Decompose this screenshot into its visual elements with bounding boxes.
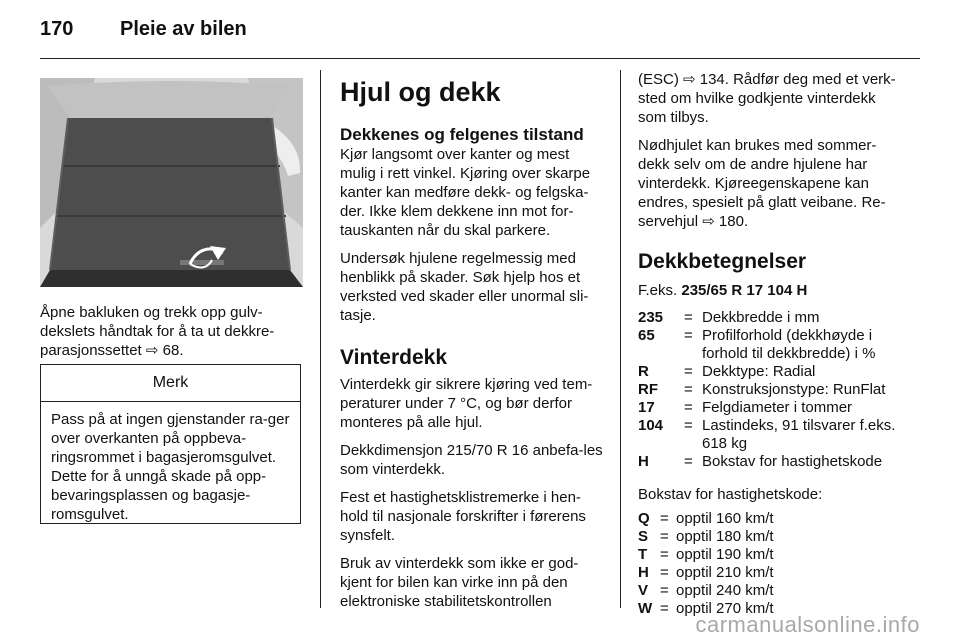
designation-row <box>638 453 902 471</box>
note-title: Merk <box>41 365 300 402</box>
paragraph: Nødhjulet kan brukes med sommer-dekk selv om de andre hjulene har vinterdekk. Kjøreegenskapene kan endres, spesielt på glatt veibane. Re-servehjul ⇨ 180. <box>638 137 886 230</box>
designation-row-value: Felgdiameter i tommer <box>702 399 853 416</box>
designation-row <box>638 381 902 399</box>
right-column <box>638 70 902 618</box>
equals-sign: = <box>684 309 693 326</box>
designation-row <box>638 399 902 417</box>
speed-row-key: W <box>638 600 653 617</box>
designation-row-key: 104 <box>638 417 664 434</box>
designation-row-key: 65 <box>638 327 655 344</box>
page-number: 170 <box>40 18 74 40</box>
designation-row <box>638 417 902 453</box>
designation-row-key: R <box>638 363 649 380</box>
example-code: 235/65 R 17 104 H <box>681 282 808 299</box>
note-box <box>40 364 301 524</box>
speed-row-value: opptil 190 km/t <box>676 546 774 563</box>
speed-row <box>638 510 902 528</box>
equals-sign: = <box>660 510 669 527</box>
speed-row-value: opptil 210 km/t <box>676 564 774 581</box>
equals-sign: = <box>684 381 693 398</box>
designation-row <box>638 309 902 327</box>
designation-example <box>638 281 902 300</box>
trunk-floor-photo <box>40 78 303 287</box>
speed-table <box>638 510 902 618</box>
equals-sign: = <box>660 564 669 581</box>
section-title-wheels: Hjul og dekk <box>340 77 501 107</box>
paragraph: Vinterdekk gir sikrere kjøring ved tem-peraturer under 7 °C, og bør derfor monteres på alle hjul. <box>340 376 593 431</box>
speed-row <box>638 528 902 546</box>
designation-row-value: Konstruksjonstype: RunFlat <box>702 381 886 398</box>
speed-row <box>638 546 902 564</box>
photo-caption: Åpne bakluken og trekk opp gulv-dekslets håndtak for å ta ut dekkre-parasjonssettet ⇨ 68. <box>40 304 275 359</box>
designation-row-key: RF <box>638 381 658 398</box>
equals-sign: = <box>684 363 693 380</box>
designation-row-value: Lastindeks, 91 tilsvarer f.eks. 618 kg <box>702 417 896 452</box>
column-divider-1 <box>320 70 321 608</box>
paragraph: Fest et hastighetsklistremerke i hen-hold til nasjonale forskrifter i førerens synsfelt. <box>340 489 586 544</box>
speed-row <box>638 582 902 600</box>
equals-sign: = <box>660 528 669 545</box>
paragraph: (ESC) ⇨ 134. Rådfør deg med et verk-sted om hvilke godkjente vinterdekk som tilbys. <box>638 71 896 126</box>
speed-row-key: V <box>638 582 649 599</box>
designation-row-key: H <box>638 453 649 470</box>
speed-row <box>638 564 902 582</box>
designation-row-key: 235 <box>638 309 664 326</box>
equals-sign: = <box>684 327 693 344</box>
designation-table <box>638 309 902 471</box>
speed-row-value: opptil 240 km/t <box>676 582 774 599</box>
designation-row <box>638 327 902 363</box>
speed-row-key: S <box>638 528 649 545</box>
equals-sign: = <box>660 600 669 617</box>
paragraph: Undersøk hjulene regelmessig med henblikk på skader. Søk hjelp hos et verksted ved skader eller unormal sli-tasje. <box>340 250 589 324</box>
designation-row-value: Dekktype: Radial <box>702 363 816 380</box>
designation-row-key: 17 <box>638 399 655 416</box>
page-title: Pleie av bilen <box>120 18 247 40</box>
equals-sign: = <box>660 582 669 599</box>
header-rule <box>40 58 920 59</box>
subheading-condition: Dekkenes og felgenes tilstand <box>340 125 584 144</box>
designation-row-value: Profilforhold (dekkhøyde i forhold til dekkbredde) i % <box>702 327 876 362</box>
speed-row-key: H <box>638 564 649 581</box>
middle-column <box>340 70 604 620</box>
equals-sign: = <box>684 453 693 470</box>
paragraph: Bruk av vinterdekk som ikke er god-kjent for bilen kan virke inn på den elektroniske stabilitetskontrollen <box>340 555 579 610</box>
designation-row-value: Bokstav for hastighetskode <box>702 453 883 470</box>
example-prefix: F.eks. <box>638 282 678 299</box>
speed-row-key: T <box>638 546 648 563</box>
section-title-designations: Dekkbetegnelser <box>638 250 807 273</box>
speed-row-key: Q <box>638 510 650 527</box>
section-title-winter: Vinterdekk <box>340 346 447 369</box>
designation-row <box>638 363 902 381</box>
paragraph: Dekkdimensjon 215/70 R 16 anbefa-les som vinterdekk. <box>340 442 603 478</box>
equals-sign: = <box>684 417 693 434</box>
watermark: carmanualsonline.info <box>695 612 920 637</box>
speed-intro: Bokstav for hastighetskode: <box>638 486 823 503</box>
designation-row-value: Dekkbredde i mm <box>702 309 820 326</box>
speed-row-value: opptil 160 km/t <box>676 510 774 527</box>
speed-row-value: opptil 180 km/t <box>676 528 774 545</box>
paragraph: Kjør langsomt over kanter og mest mulig i rett vinkel. Kjøring over skarpe kanter kan medføre dekk- og felgska-der. Ikke klem dekkene inn mot for-tauskanten når du skal parkere. <box>340 146 591 239</box>
equals-sign: = <box>660 546 669 563</box>
column-divider-2 <box>620 70 621 608</box>
note-text: Pass på at ingen gjenstander ra-ger over overkanten på oppbeva-ringsrommet i bagasjeromsgulvet. Dette for å unngå skade på opp-bevaringsplassen og bagasje-romsgulvet. <box>51 411 290 523</box>
equals-sign: = <box>684 399 693 416</box>
speed-row-value: opptil 270 km/t <box>676 600 774 617</box>
